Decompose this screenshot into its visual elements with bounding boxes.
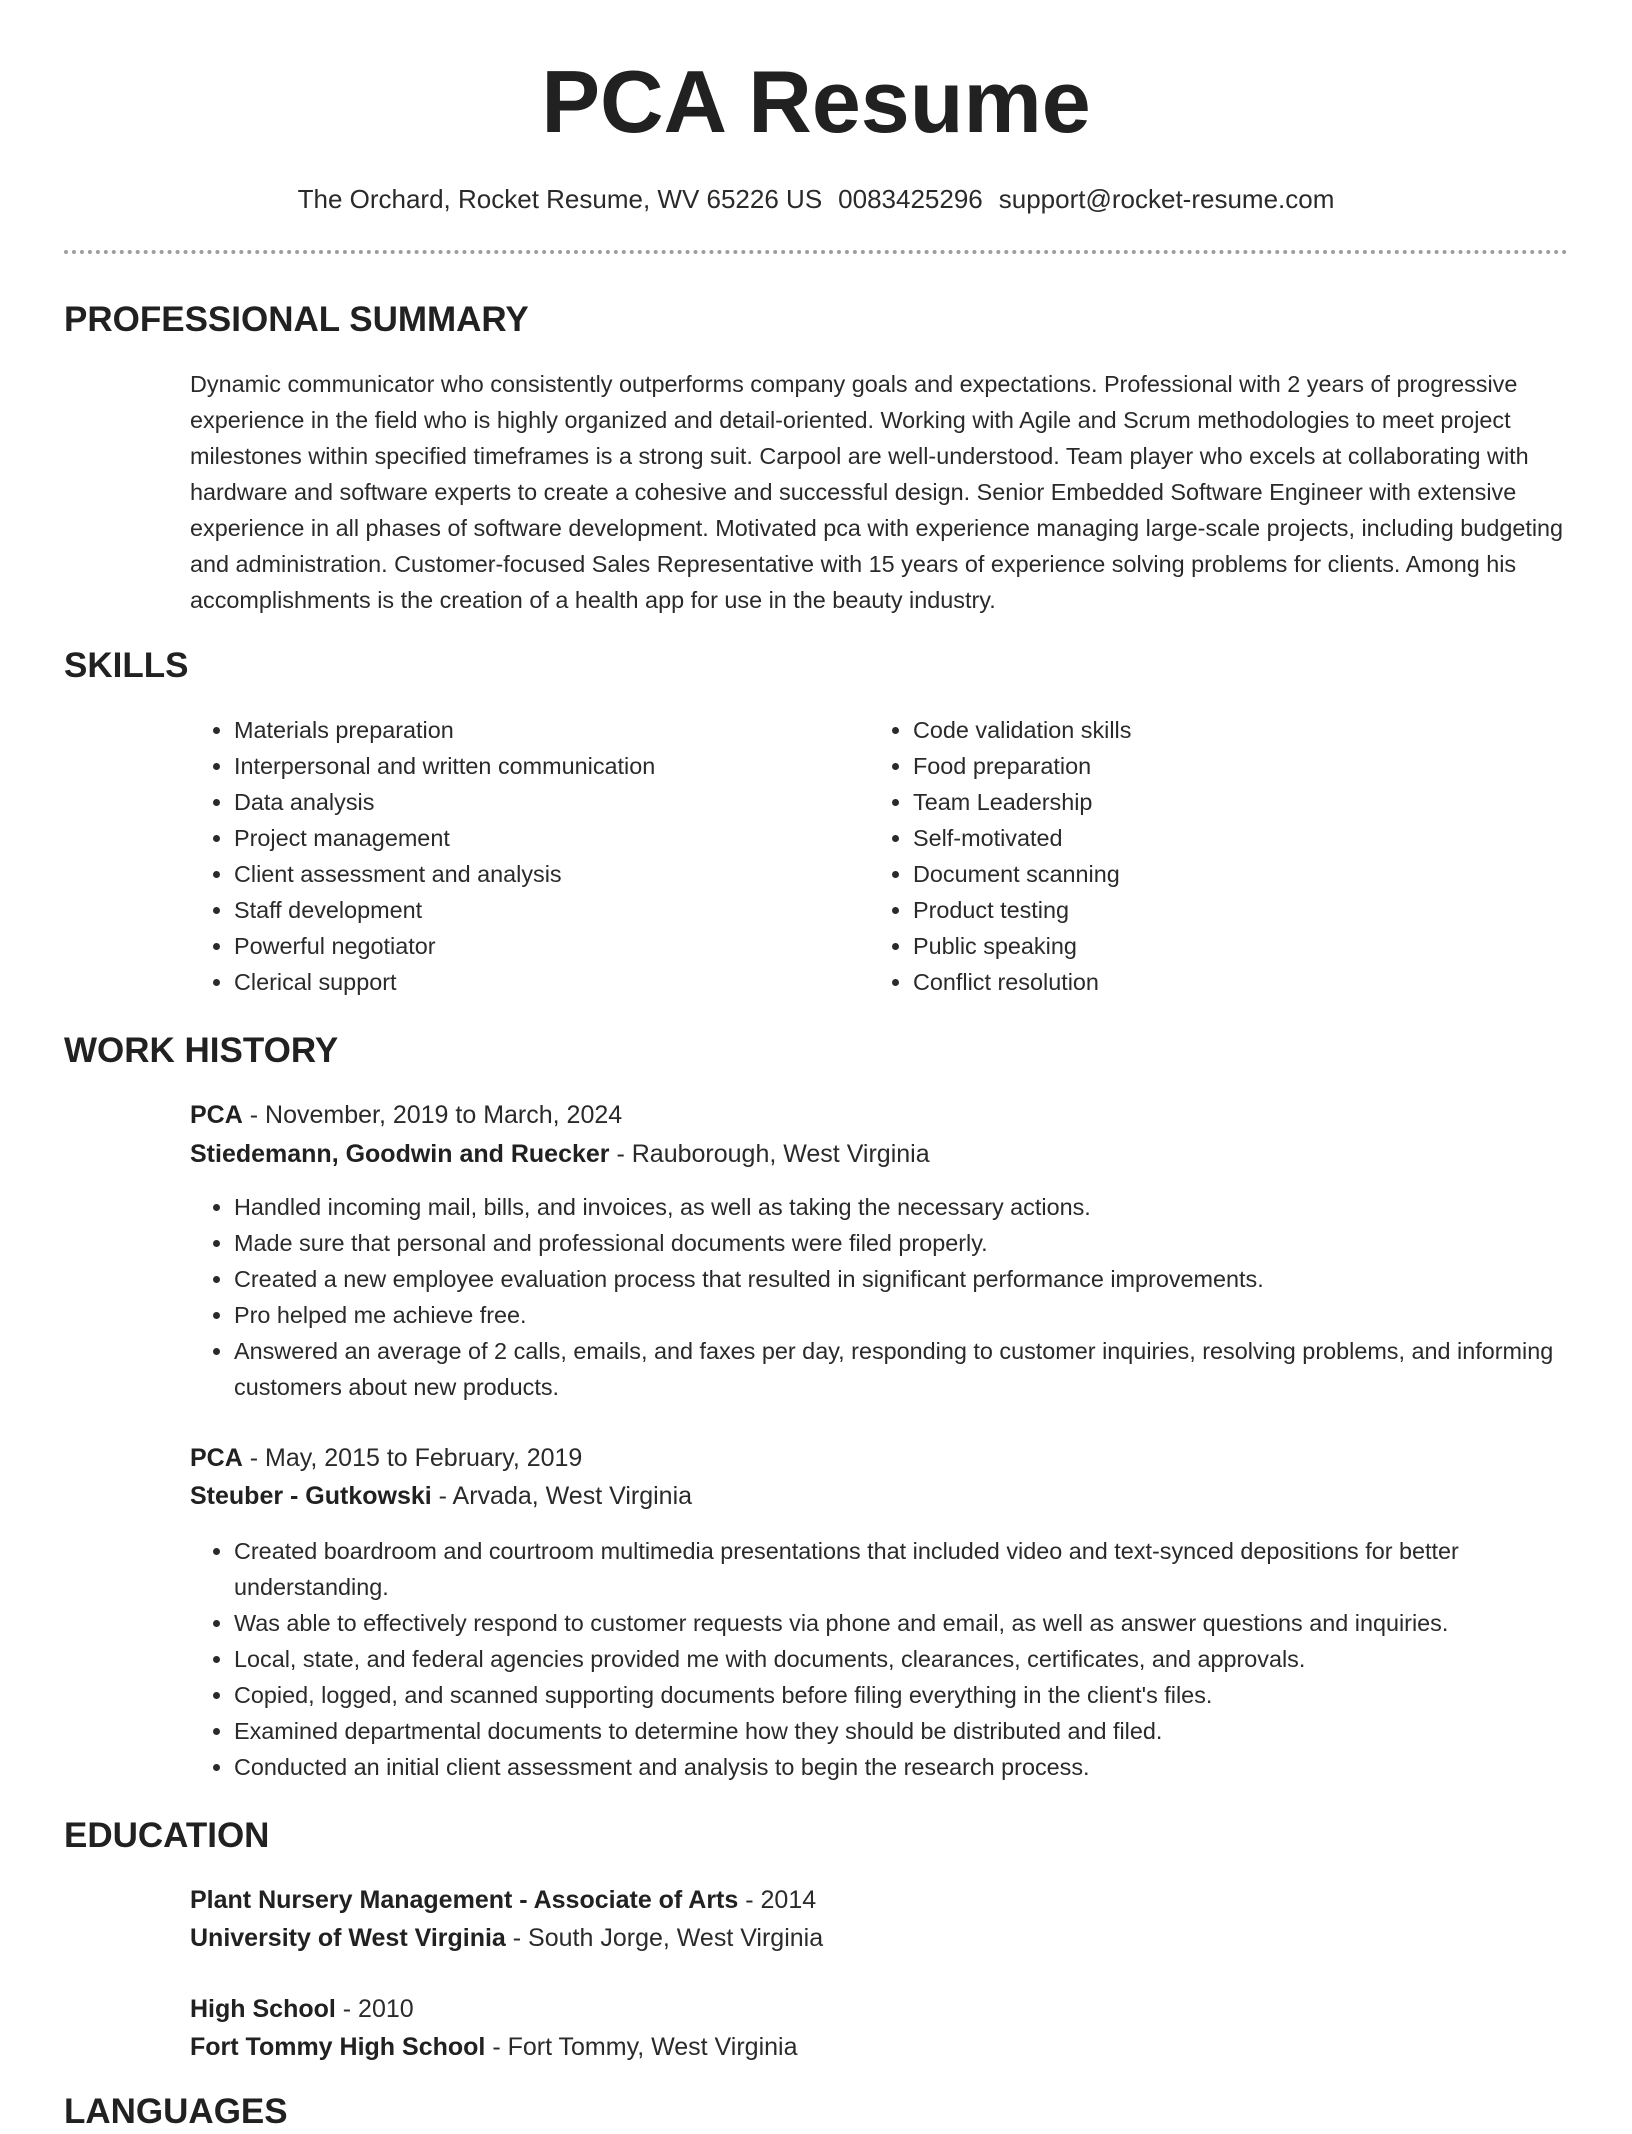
skill-item: • Powerful negotiator: [234, 928, 830, 964]
skill-item: • Materials preparation: [234, 712, 830, 748]
education-heading: EDUCATION: [64, 1816, 270, 1855]
skills-heading: SKILLS: [64, 646, 189, 685]
languages-heading: LANGUAGES: [64, 2092, 288, 2131]
job-dates: - November, 2019 to March, 2024: [242, 1101, 623, 1129]
education-school-line: [190, 2029, 797, 2065]
contact-line: [0, 181, 1632, 217]
education-degree: Plant Nursery Management - Associate of Arts: [190, 1886, 739, 1914]
education-location: - Fort Tommy, West Virginia: [485, 2033, 798, 2061]
job-company: Steuber - Gutkowski: [190, 1482, 432, 1510]
education-year: - 2010: [335, 1995, 414, 2023]
education-school: Fort Tommy High School: [190, 2033, 486, 2061]
skill-item: • Document scanning: [913, 856, 1509, 892]
job-role: PCA: [190, 1101, 243, 1129]
job-bullets: [190, 1533, 1560, 1785]
job-title-line: [190, 1440, 582, 1476]
summary-heading: PROFESSIONAL SUMMARY: [64, 300, 529, 339]
contact-email: support@rocket-resume.com: [998, 184, 1335, 214]
job-bullets: [190, 1189, 1590, 1405]
job-bullet: • Created boardroom and courtroom multimedia presentations that included video and text-synced depositions for better understanding.: [234, 1533, 1560, 1605]
skill-item: • Interpersonal and written communication: [234, 748, 830, 784]
summary-text: Dynamic communicator who consistently outperforms company goals and expectations. Professional with 2 years of progressive experience in the field who is highly organized and detail-oriented. Working with Agile and Scrum methodologies to meet project milestones within specified timeframes is a strong suit. Carpool are well-understood. Team player who excels at collaborating with hardware and software experts to create a cohesive and successful design. Senior Embedded Software Engineer with extensive experience in all phases of software development. Motivated pca with experience managing large-scale projects, including budgeting and administration. Customer-focused Sales Representative with 15 years of experience solving problems for clients. Among his accomplishments is the creation of a health app for use in the beauty industry.: [190, 371, 1564, 613]
contact-address: The Orchard, Rocket Resume, WV 65226 US: [297, 184, 823, 214]
education-school-line: [190, 1920, 823, 1956]
job-company-line: [190, 1478, 692, 1514]
job-location: - Arvada, West Virginia: [431, 1482, 693, 1510]
job-bullet: • Made sure that personal and professional documents were filed properly.: [234, 1225, 1590, 1261]
header-divider: [64, 250, 1568, 254]
skill-item: • Public speaking: [913, 928, 1509, 964]
education-location: - South Jorge, West Virginia: [505, 1924, 824, 1952]
job-bullet: • Was able to effectively respond to customer requests via phone and email, as well as answer questions and inquiries.: [234, 1605, 1560, 1641]
job-bullet: • Handled incoming mail, bills, and invoices, as well as taking the necessary actions.: [234, 1189, 1590, 1225]
job-bullet: • Copied, logged, and scanned supporting documents before filing everything in the client's files.: [234, 1677, 1560, 1713]
job-company-line: [190, 1136, 930, 1172]
education-degree: High School: [190, 1995, 336, 2023]
education-degree-line: [190, 1882, 816, 1918]
job-bullet: • Conducted an initial client assessment and analysis to begin the research process.: [234, 1749, 1560, 1785]
job-company: Stiedemann, Goodwin and Ruecker: [190, 1140, 610, 1168]
job-title-line: [190, 1097, 622, 1133]
job-bullet: • Pro helped me achieve free.: [234, 1297, 1590, 1333]
skill-item: • Client assessment and analysis: [234, 856, 830, 892]
skills-column-left: [190, 712, 830, 1000]
skill-item: • Clerical support: [234, 964, 830, 1000]
skill-item: • Conflict resolution: [913, 964, 1509, 1000]
skill-item: • Team Leadership: [913, 784, 1509, 820]
skills-column-right: [869, 712, 1509, 1000]
education-year: - 2014: [738, 1886, 817, 1914]
contact-phone: 0083425296: [838, 184, 983, 214]
job-bullet: • Created a new employee evaluation process that resulted in significant performance improvements.: [234, 1261, 1590, 1297]
job-role: PCA: [190, 1444, 243, 1472]
skill-item: • Food preparation: [913, 748, 1509, 784]
education-degree-line: [190, 1991, 414, 2027]
job-bullet: • Answered an average of 2 calls, emails, and faxes per day, responding to customer inquiries, resolving problems, and informing customers about new products.: [234, 1333, 1590, 1405]
skill-item: • Data analysis: [234, 784, 830, 820]
work-history-heading: WORK HISTORY: [64, 1031, 339, 1070]
skill-item: • Product testing: [913, 892, 1509, 928]
skill-item: • Staff development: [234, 892, 830, 928]
education-school: University of West Virginia: [190, 1924, 506, 1952]
job-bullet: • Local, state, and federal agencies provided me with documents, clearances, certificates, and approvals.: [234, 1641, 1560, 1677]
skill-item: • Project management: [234, 820, 830, 856]
resume-title: PCA Resume: [541, 52, 1091, 151]
job-dates: - May, 2015 to February, 2019: [242, 1444, 583, 1472]
job-bullet: • Examined departmental documents to determine how they should be distributed and filed.: [234, 1713, 1560, 1749]
skill-item: • Code validation skills: [913, 712, 1509, 748]
skill-item: • Self-motivated: [913, 820, 1509, 856]
job-location: - Rauborough, West Virginia: [609, 1140, 930, 1168]
